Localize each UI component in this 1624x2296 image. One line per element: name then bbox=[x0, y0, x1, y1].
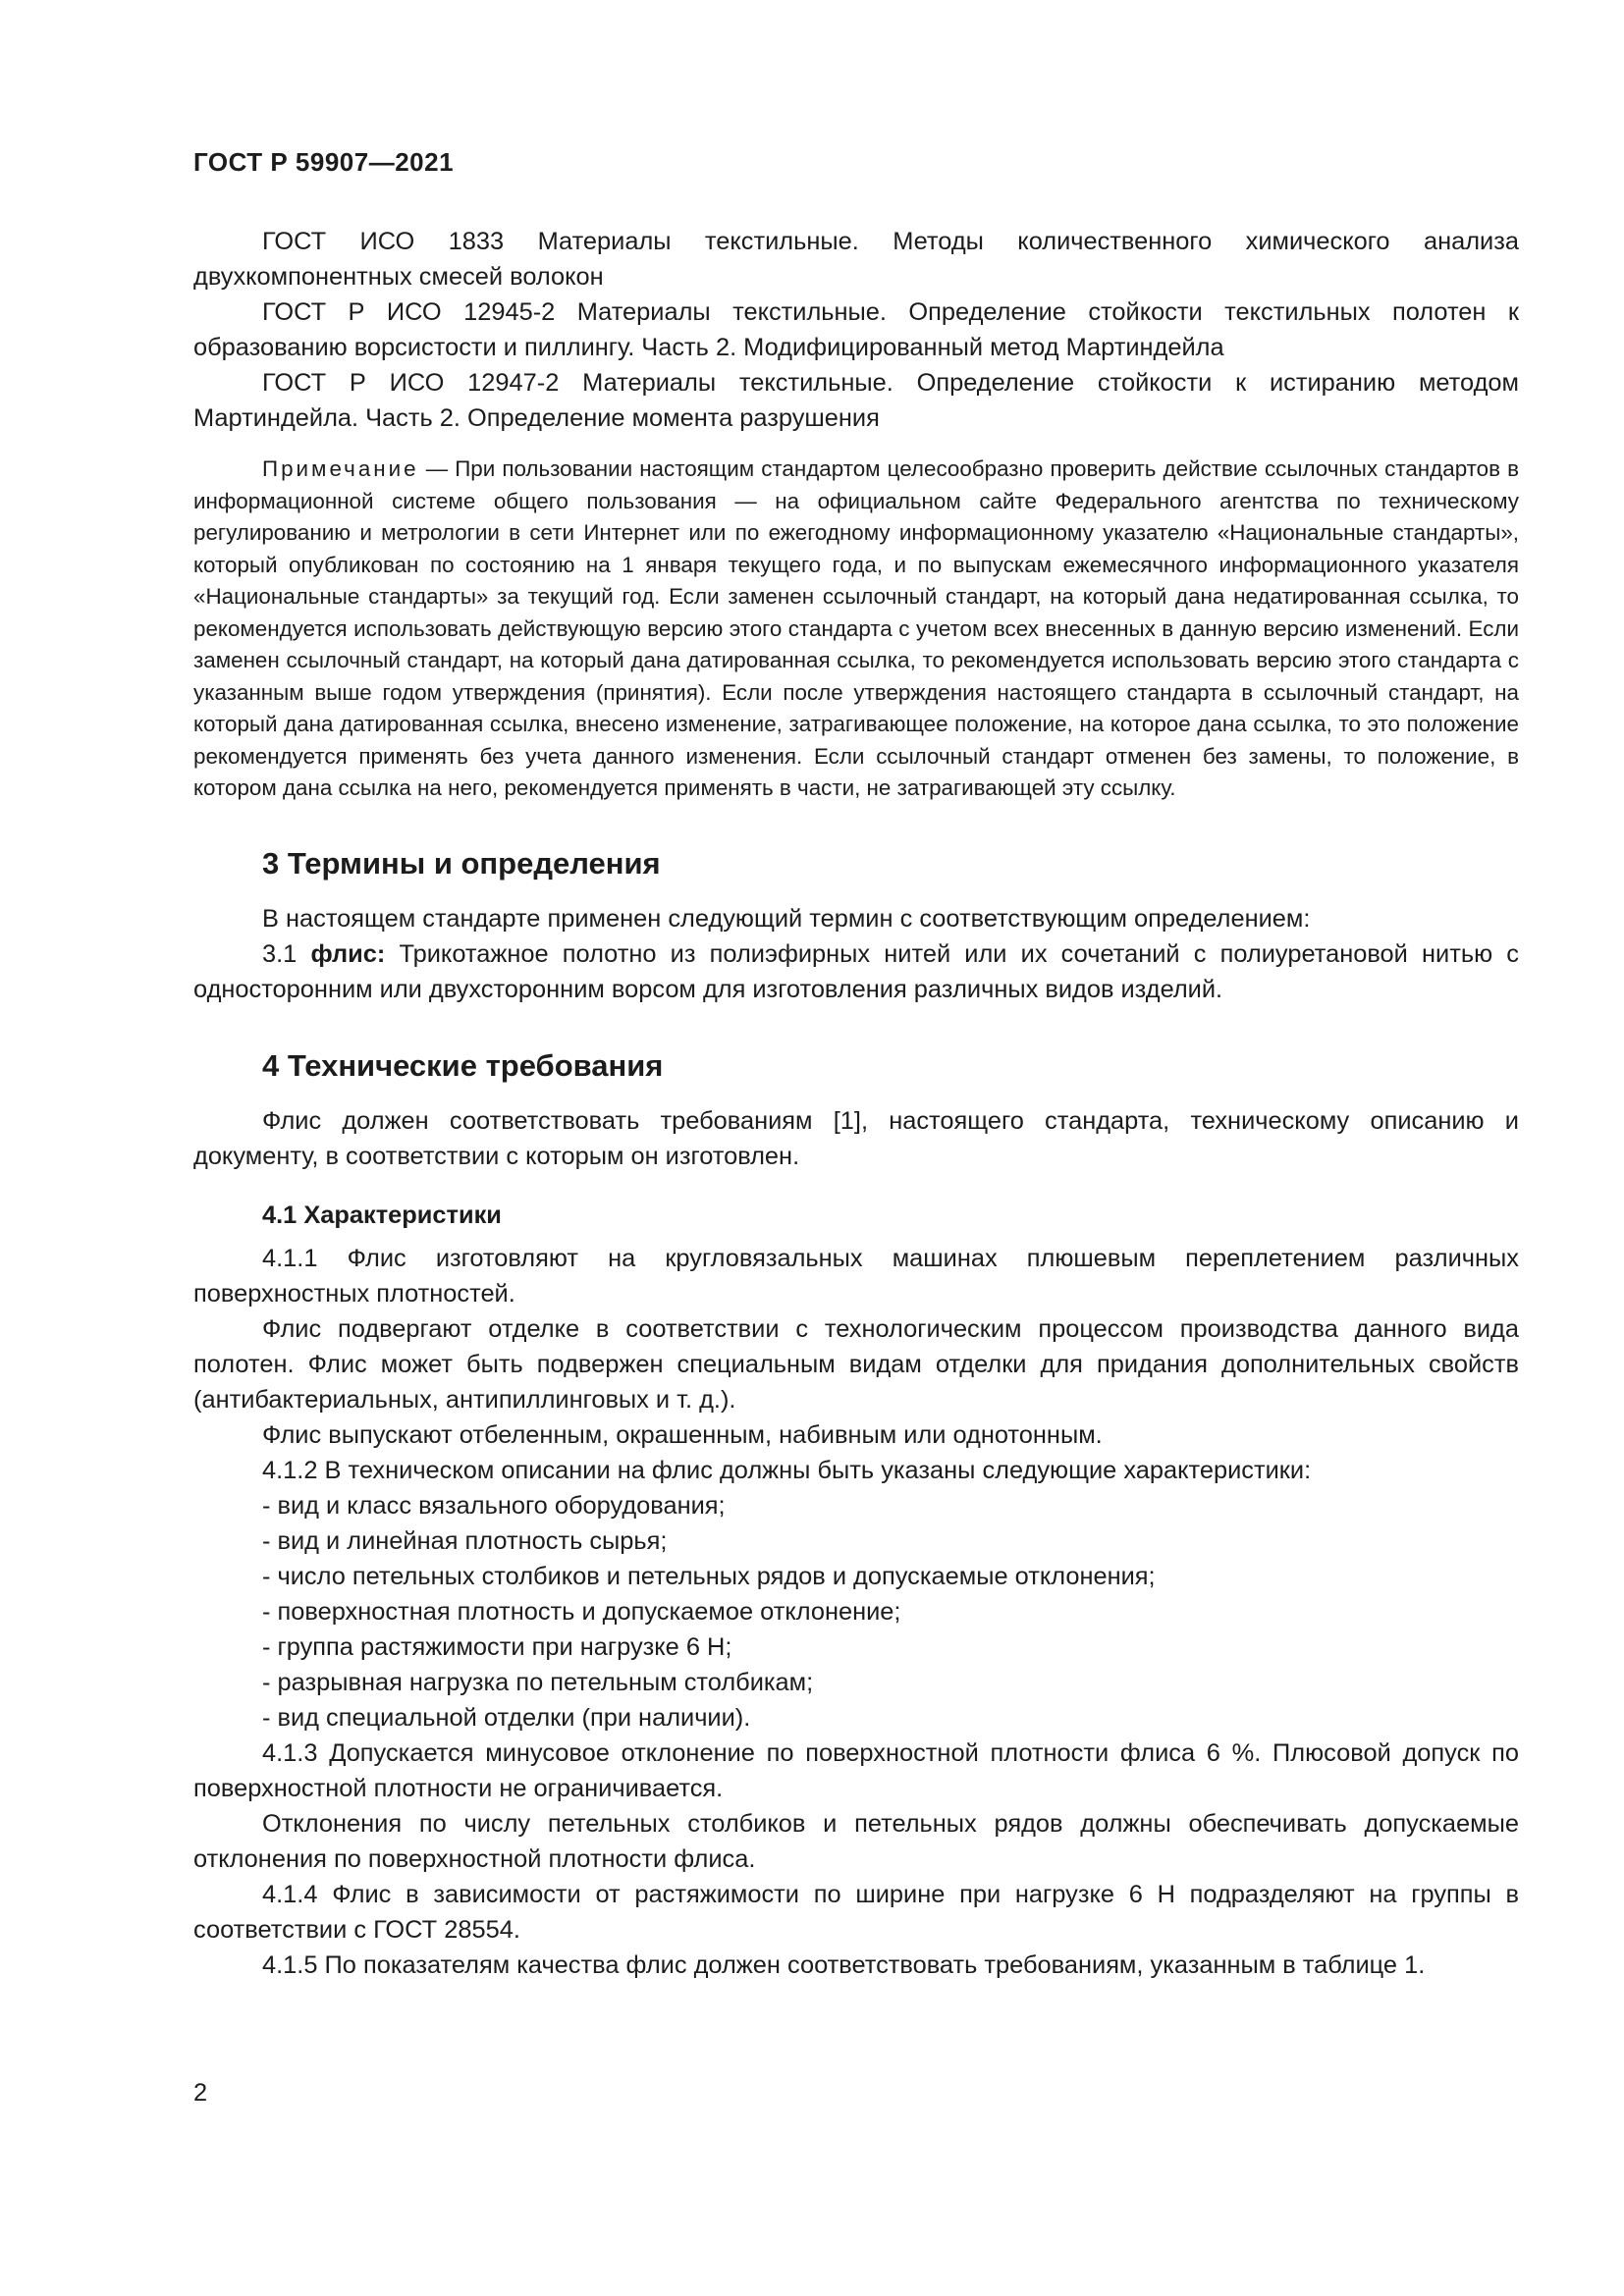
document-body bbox=[193, 224, 1519, 1983]
paragraph-4-1-4: 4.1.4 Флис в зависимости от растяжимости по ширине при нагрузке 6 Н подразделяют на группы в соответствии с ГОСТ 28554. bbox=[193, 1880, 1519, 1944]
term-definition bbox=[193, 936, 1519, 1007]
characteristics-list bbox=[193, 1488, 1519, 1735]
paragraph-4-1-2: 4.1.2 В техническом описании на флис должны быть указаны следующие характеристики: bbox=[262, 1456, 1312, 1484]
document-header: ГОСТ Р 59907—2021 bbox=[193, 147, 455, 177]
section-3-heading: 3 Термины и определения bbox=[262, 845, 661, 881]
reference-item: ГОСТ Р ИСО 12945-2 Материалы текстильные. Определение стойкости текстильных полотен к образованию ворсистости и пиллингу. Часть 2. Модифицированный метод Мартиндейла bbox=[193, 298, 1519, 361]
paragraph-4-1-3-deviations: Отклонения по числу петельных столбиков и петельных рядов должны обеспечивать допускаемые отклонения по поверхностной плотности флиса. bbox=[193, 1809, 1519, 1873]
paragraph-4-1-5: 4.1.5 По показателям качества флис должен соответствовать требованиям, указанным в таблице 1. bbox=[262, 1950, 1426, 1979]
paragraph-4-1-1-release: Флис выпускают отбеленным, окрашенным, набивным или однотонным. bbox=[262, 1420, 1103, 1449]
note-text: — При пользовании настоящим стандартом целесообразно проверить действие ссылочных стандартов в информационной системе общего пользования — на официальном сайте Федерального агентства по техническому регулированию и метрологии в сети Интернет или по ежегодному информационному указателю «Национальные стандарты», который опубликован по состоянию на 1 января текущего года, и по выпускам ежемесячного информационного указателя «Национальные стандарты» за текущий год. Если заменен ссылочный стандарт, на который дана недатированная ссылка, то рекомендуется использовать действующую версию этого стандарта с учетом всех внесенных в данную версию изменений. Если заменен ссылочный стандарт, на который дана датированная ссылка, то рекомендуется использовать версию этого стандарта с указанным выше годом утверждения (принятия). Если после утверждения настоящего стандарта в ссылочный стандарт, на который дана датированная ссылка, внесено изменение, затрагивающее положение, на которое дана ссылка, то это положение рекомендуется применять без учета данного изменения. Если ссылочный стандарт отменен без замены, то положение, в котором дана ссылка на него, рекомендуется применять в части, не затрагивающей эту ссылку. bbox=[193, 456, 1519, 800]
reference-item: ГОСТ ИСО 1833 Материалы текстильные. Методы количественного химического анализа двухкомпонентных смесей волокон bbox=[193, 228, 1519, 291]
references-list bbox=[193, 224, 1519, 436]
list-item: - вид и линейная плотность сырья; bbox=[262, 1526, 668, 1555]
note-label: Примечание bbox=[262, 456, 419, 481]
reference-item: ГОСТ Р ИСО 12947-2 Материалы текстильные. Определение стойкости к истиранию методом Мартиндейла. Часть 2. Определение момента разрушения bbox=[193, 369, 1519, 432]
term-name: флис: bbox=[310, 939, 386, 968]
paragraph-4-1-1-finishing: Флис подвергают отделке в соответствии с технологическим процессом производства данного вида полотен. Флис может быть подвержен специальным видам отделки для придания дополнительных свойств (антибактериальных, антипиллинговых и т. д.). bbox=[193, 1314, 1519, 1414]
list-item: - группа растяжимости при нагрузке 6 Н; bbox=[262, 1632, 732, 1661]
section-4-heading: 4 Технические требования bbox=[262, 1047, 664, 1083]
section-3-intro: В настоящем стандарте применен следующий термин с соответствующим определением: bbox=[262, 904, 1311, 933]
list-item: - вид специальной отделки (при наличии). bbox=[262, 1703, 751, 1732]
list-item: - поверхностная плотность и допускаемое отклонение; bbox=[262, 1597, 901, 1626]
note-paragraph bbox=[193, 454, 1519, 805]
paragraph-4-1-1: 4.1.1 Флис изготовляют на кругловязальных машинах плюшевым переплетением различных поверхностных плотностей. bbox=[193, 1244, 1519, 1308]
term-number: 3.1 bbox=[262, 939, 311, 968]
list-item: - число петельных столбиков и петельных рядов и допускаемые отклонения; bbox=[262, 1562, 1156, 1590]
subsection-4-1-heading: 4.1 Характеристики bbox=[262, 1201, 502, 1229]
page-number: 2 bbox=[193, 2079, 208, 2107]
list-item: - вид и класс вязального оборудования; bbox=[262, 1491, 726, 1520]
paragraph-4-1-3: 4.1.3 Допускается минусовое отклонение по поверхностной плотности флиса 6 %. Плюсовой допуск по поверхностной плотности не ограничивается. bbox=[193, 1738, 1519, 1802]
list-item: - разрывная нагрузка по петельным столбикам; bbox=[262, 1668, 814, 1696]
section-4-intro: Флис должен соответствовать требованиям [1], настоящего стандарта, техническому описанию и документу, в соответствии с которым он изготовлен. bbox=[193, 1106, 1519, 1170]
term-text: Трикотажное полотно из полиэфирных нитей или их сочетаний с полиуретановой нитью с односторонним или двухсторонним ворсом для изготовления различных видов изделий. bbox=[193, 939, 1519, 1003]
